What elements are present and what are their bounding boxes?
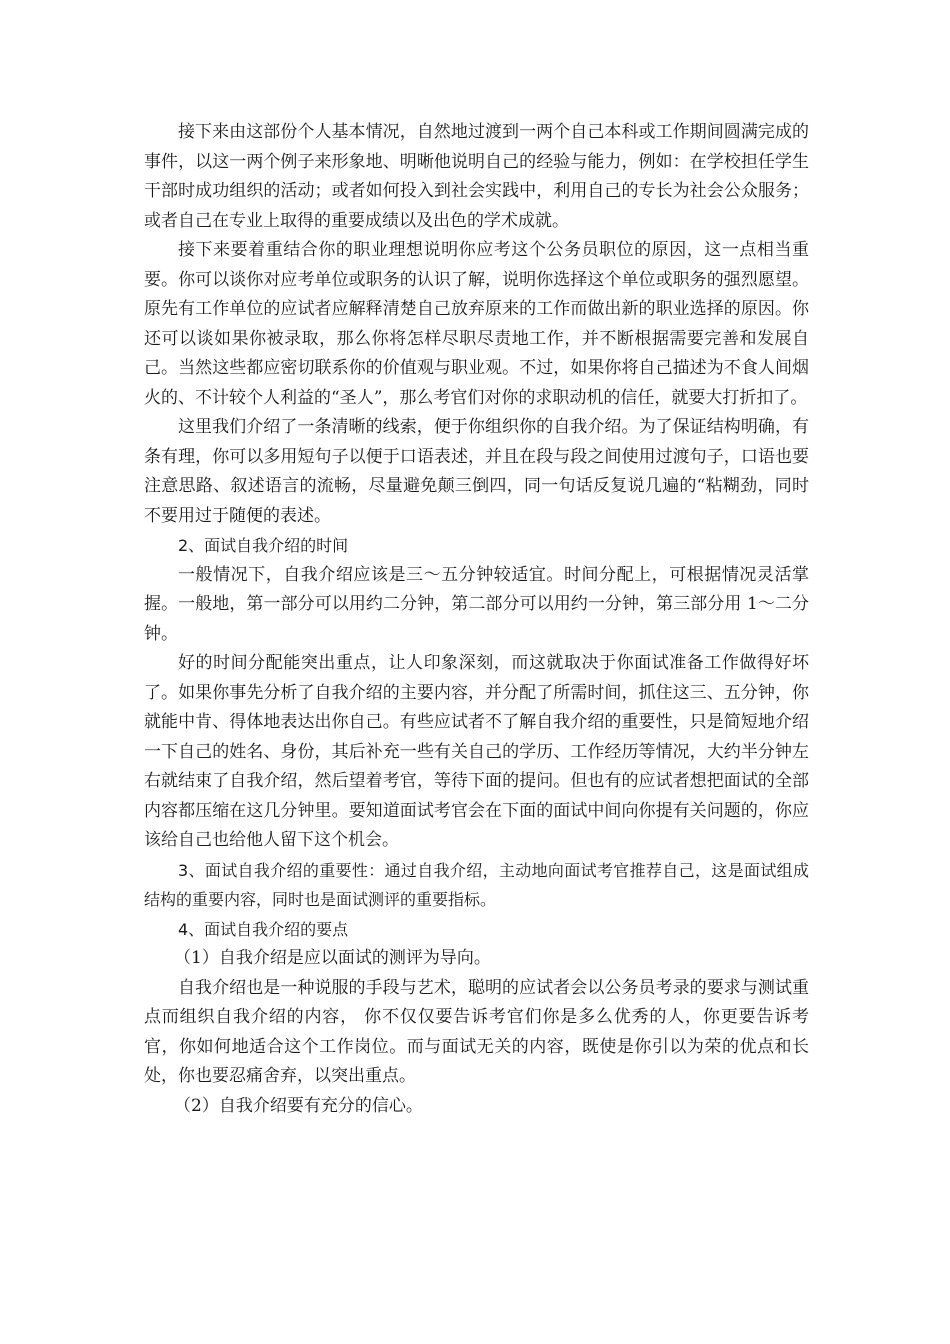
paragraph-structure-tips: 这里我们介绍了一条清晰的线索，便于你组织你的自我介绍。为了保证结构明确，有条有理，你可以多用短句子以便于口语表述，并且在段与段之间使用过渡句子，口语也要注意思路、叙述语言的流畅，尽量避免颠三倒四，同一句话反复说几遍的“粘糊劲，同时不要用过于随便的表述。 <box>144 417 809 526</box>
paragraph-persuasion: 自我介绍也是一种说服的手段与艺术，聪明的应试者会以公务员考录的要求与测试重点而组织自我介绍的内容， 你不仅仅要告诉考官们你是多么优秀的人，你更要告诉考官，你如何地适合这个工作岗位。而与面试无关的内容，既使是你引以为荣的优点和长处，你也要忍痛舍弃，以突出重点。 <box>144 977 809 1086</box>
section-heading-time: 2、面试自我介绍的时间 <box>178 536 349 555</box>
section-heading-key-points: 4、面试自我介绍的要点 <box>178 919 349 939</box>
subheading-point-2: （2）自我介绍要有充分的信心。 <box>174 1095 423 1116</box>
paragraph-time-emphasis: 好的时间分配能突出重点，让人印象深刻，而这就取决于你面试准备工作做得好坏了。如果你事先分析了自我介绍的主要内容，并分配了所需时间，抓住这三、五分钟，你就能中肯、得体地表达出你自己。有些应试者不了解自我介绍的重要性，只是简短地介绍一下自己的姓名、身份，其后补充一些有关自己的学历、工作经历等情况，大约半分钟左右就结束了自我介绍，然后望着考官，等待下面的提问。但也有的应试者想把面试的全部内容都压缩在这几分钟里。要知道面试考官会在下面的面试中间向你提有关问题的，你应该给自己也给他人留下这个机会。 <box>144 653 809 850</box>
paragraph-time-allocation: 一般情况下，自我介绍应该是三～五分钟较适宜。时间分配上，可根据情况灵活掌握。一般地，第一部分可以用约二分钟，第二部分可以用约一分钟，第三部分用 1～二分钟。 <box>144 564 809 644</box>
document-body <box>144 118 809 1121</box>
paragraph-career-motivation: 接下来要着重结合你的职业理想说明你应考这个公务员职位的原因，这一点相当重要。你可以谈你对应考单位或职务的认识了解，说明你选择这个单位或职务的强烈愿望。原先有工作单位的应试者应解释清楚自己放弃原来的工作而做出新的职业选择的原因。你还可以谈如果你被录取，那么你将怎样尽职尽责地工作，并不断根据需要完善和发展自己。当然这些都应密切联系你的价值观与职业观。不过，如果你将自己描述为不食人间烟火的、不计较个人利益的“圣人”，那么考官们对你的求职动机的信任，就要大打折扣了。 <box>144 240 809 408</box>
paragraph-transition-experience: 接下来由这部份个人基本情况，自然地过渡到一两个自己本科或工作期间圆满完成的事件，以这一两个例子来形象地、明晰他说明自己的经验与能力，例如：在学校担任学生干部时成功组织的活动；或者如何投入到社会实践中，利用自己的专长为社会公众服务；或者自己在专业上取得的重要成绩以及出色的学术成就。 <box>144 122 809 231</box>
subheading-point-1: （1）自我介绍是应以面试的测评为导向。 <box>174 948 491 968</box>
section-heading-importance: 3、面试自我介绍的重要性：通过自我介绍，主动地向面试考官推荐自己，这是面试组成结构的重要内容，同时也是面试测评的重要指标。 <box>144 860 809 909</box>
